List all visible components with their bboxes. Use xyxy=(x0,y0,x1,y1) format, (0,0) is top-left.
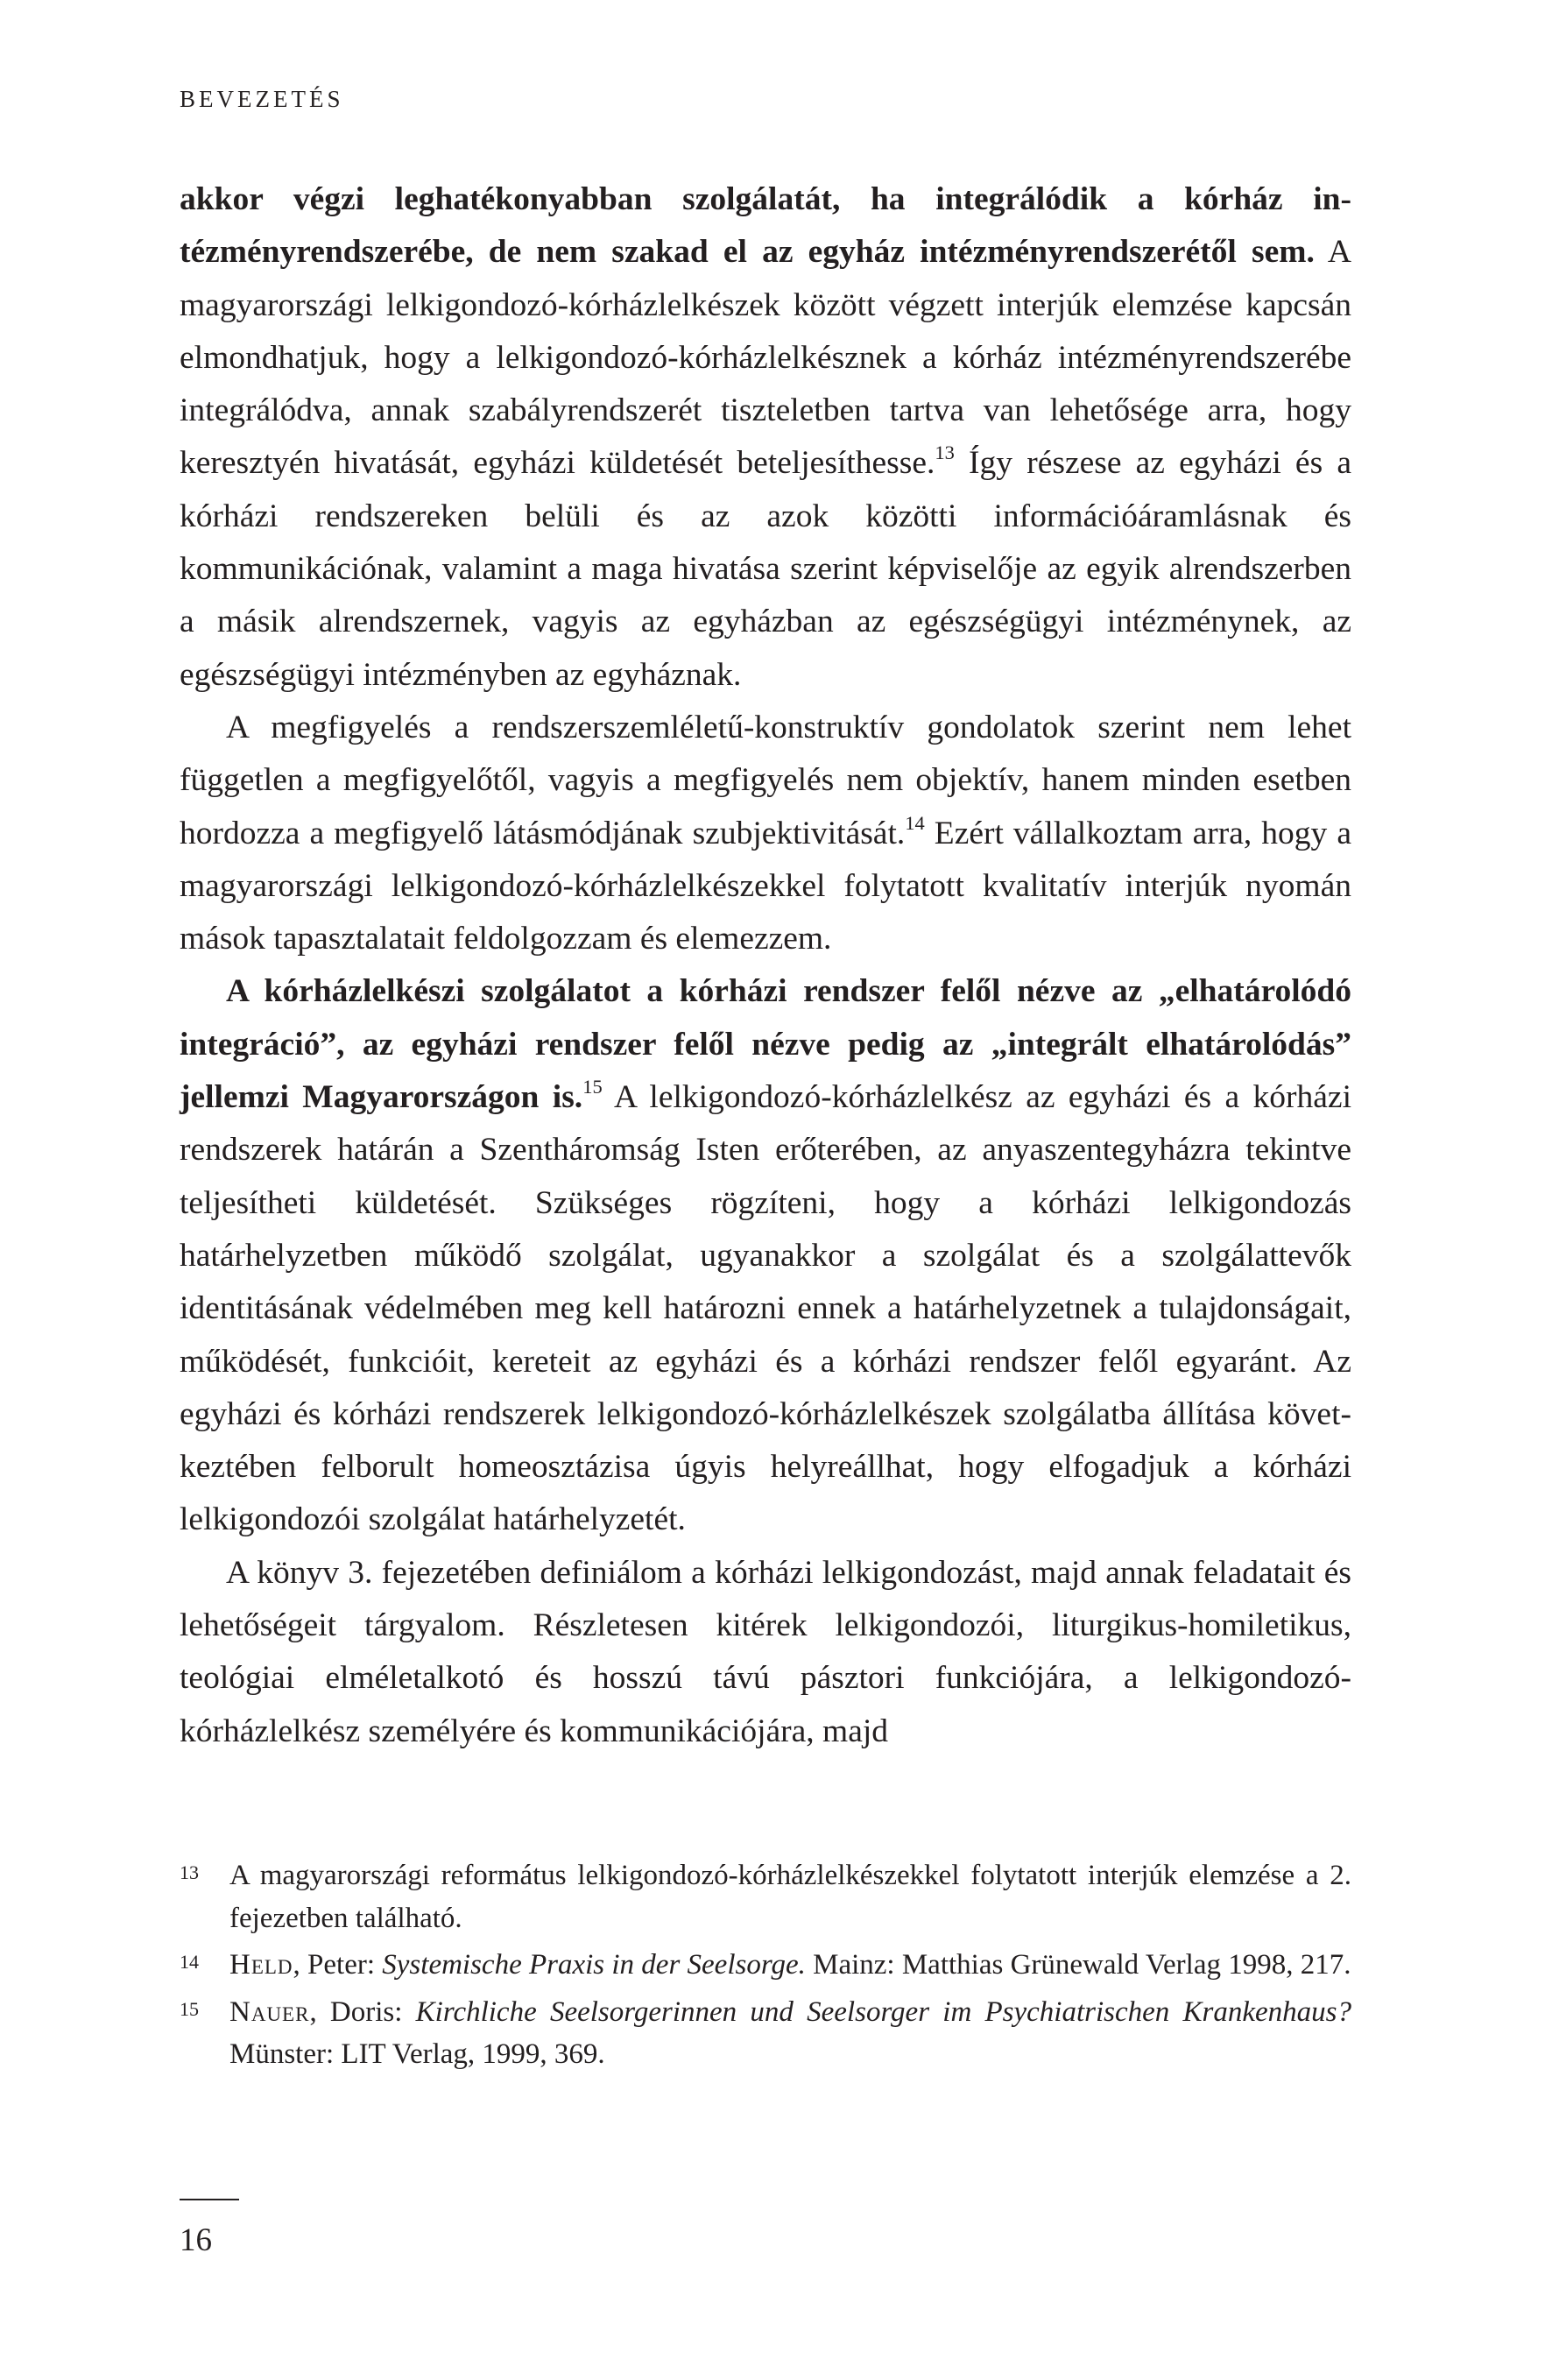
footnote-14 xyxy=(180,1944,1351,1987)
paragraph-text: A megfigyelés a rendszerszemléletű-konstruktív gondolatok szerint nem lehet független a megfigyelőtől, vagyis a megfigyelés nem objektív, hanem minden esetben hordozza a megfigyelő látásmódjának szubjektivitását. xyxy=(180,709,1351,851)
bold-passage: akkor végzi leghatékonyabban szolgálatát, ha integrálódik a kórház intézményrendszerébe, de nem szakad el az egyház intézményrendszerétől sem. xyxy=(180,181,1351,271)
footnote-text: Mainz: Matthias Grünewald Verlag 1998, 217. xyxy=(805,1949,1351,1981)
footnote-text: , Peter: xyxy=(293,1949,383,1981)
footnote-title: Kirchliche Seelsorgerinnen und Seelsorger im Psychiatrischen Krankenhaus? xyxy=(415,1995,1351,2028)
footnote-ref-14[interactable]: 14 xyxy=(905,811,925,834)
paragraph-text: Így részese az egyházi és a kórházi rendszereken belüli és az azok közötti információáramlásnak és kommunikációnak, valamint a maga hivatása szerint képviselője az egyik alrendszerben a másik alrendszernek, vagyis az egyházban az egészségügyi intézménynek, az egészségügyi intézményben az egyháznak. xyxy=(180,445,1352,693)
footnote-text: , Doris: xyxy=(309,1995,416,2028)
footnote-author: Nauer xyxy=(229,1995,310,2028)
folio-rule xyxy=(180,2199,239,2200)
paragraph-1 xyxy=(180,173,1351,702)
footnotes xyxy=(180,1854,1351,2080)
bold-passage: A kórházlelkészi szolgálatot a kórházi rendszer felől nézve az „elhatárolódó integráció”, az egyházi rendszer felől nézve pedig az „integrált elhatárolódás” jellemzi Magyarországon is. xyxy=(180,973,1351,1116)
paragraph-text: A könyv 3. fejezetében definiálom a kórházi lelkigondozást, majd annak feladatait és lehetőségeit tárgyalom. Részletesen kitérek lelkigondozói, liturgikus-homiletikus, teológiai elméletalkotó és hosszú távú pásztori funkciójára, a lelkigondozó-kórházlelkész személyére és kommunikációjára, majd xyxy=(180,1554,1351,1749)
paragraph-text: A lelkigondozó-kórházlelkész az egyházi és a kórházi rendszerek határán a Szentháromság Isten erőterében, az anyaszentegyházra tekintve teljesítheti küldetését. Szükséges rögzíteni, hogy a kórházi lelkigondozás határhelyzetben működő szolgálat, ugyanakkor a szolgálat és a szolgálattevők identitásának védelmében meg kell határozni ennek a határhelyzetnek a tulajdonságait, működését, funkcióit, kereteit az egyházi és a kórházi rendszer felől egyaránt. Az egyházi és kórházi rendszerek lelkigondozó-kórházlelkészek szolgálatba állítása következtében felborult homeosztázisa úgyis helyreállhat, hogy elfogadjuk a kórházi lelkigondozói szolgálat határhelyzetét. xyxy=(180,1079,1351,1538)
body-text xyxy=(180,173,1351,1758)
paragraph-4 xyxy=(180,1547,1351,1758)
running-head: BEVEZETÉS xyxy=(180,86,344,112)
footnote-15 xyxy=(180,1991,1351,2076)
footnote-13 xyxy=(180,1854,1351,1939)
footnote-ref-13[interactable]: 13 xyxy=(935,441,955,464)
footnote-text: Münster: LIT Verlag, 1999, 369. xyxy=(229,2038,605,2070)
footnote-title: Systemische Praxis in der Seelsorge. xyxy=(382,1949,806,1981)
footnote-number: 14 xyxy=(180,1951,199,1973)
page-number: 16 xyxy=(180,2222,212,2258)
paragraph-3 xyxy=(180,965,1351,1546)
footnote-number: 13 xyxy=(180,1861,199,1883)
footnote-ref-15[interactable]: 15 xyxy=(582,1075,603,1098)
footnote-text: A magyarországi református lelkigondozó-kórházlelkészekkel folytatott interjúk elemzése a 2. fejezetben található. xyxy=(229,1860,1351,1934)
paragraph-text: Ezért vállalkoztam arra, hogy a magyarországi lelkigondozó-kórházlelkészekkel folytatott kvalitatív interjúk nyomán mások tapasztalatait feldolgozzam és elemezzem. xyxy=(180,815,1351,957)
footnote-author: Held xyxy=(229,1949,293,1981)
paragraph-text: A magyarországi lelkigondozó-kórházlelkészek között végzett interjúk elemzése kapcsán elmondhatjuk, hogy a lelkigondozó-kórházlelkésznek a kórház intézményrendszerébe integrálódva, annak szabályrendszerét tiszteletben tartva van lehetősége arra, hogy keresztyén hivatását, egyházi küldetését beteljesíthesse. xyxy=(180,234,1351,482)
footnote-number: 15 xyxy=(180,1997,199,2020)
paragraph-2 xyxy=(180,702,1351,965)
